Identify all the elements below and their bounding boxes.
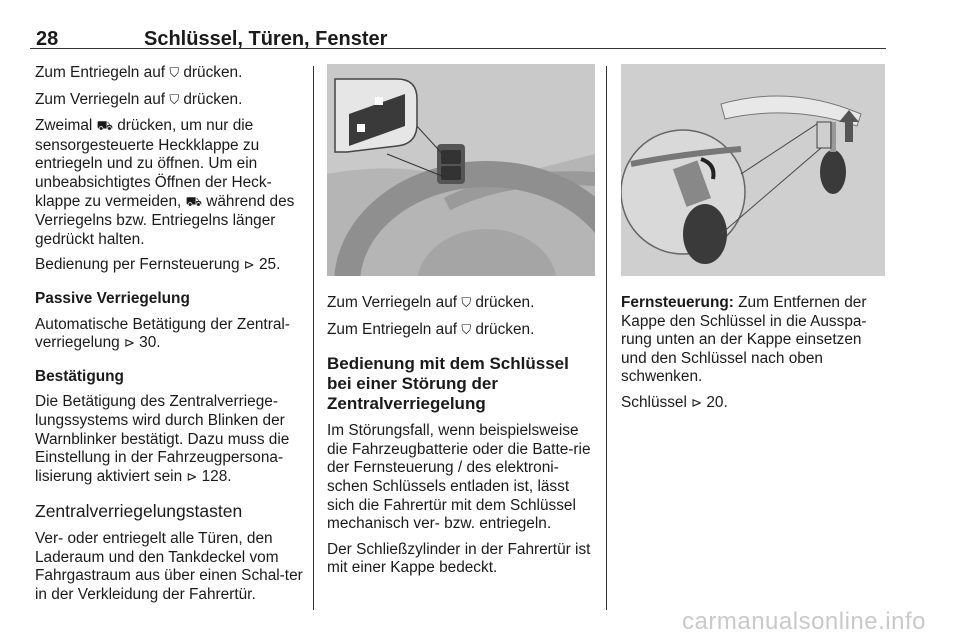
paragraph-confirmation: Die Betätigung des Zentralverriege-lungssystems wird durch Blinken der Warnblinker bestätigt. Dazu muss die Einstellung in der Fahrzeugpersona-lisierung aktiviert sein ⊳ 128.	[35, 393, 290, 485]
tailgate-icon: ⛟	[185, 194, 202, 210]
paragraph-lock: Zum Verriegeln auf ⛉ drücken.	[35, 90, 243, 108]
paragraph-unlock: Zum Entriegeln auf ⛉ drücken.	[327, 320, 535, 338]
reference-arrow-icon[interactable]: ⊳	[186, 469, 198, 485]
section-heading-key-operation: Bedienung mit dem Schlüssel bei einer Störung der Zentralverriegelung	[327, 354, 569, 414]
paragraph-unlock: Zum Entriegeln auf ⛉ drücken.	[35, 64, 243, 81]
subheading-confirmation: Bestätigung	[35, 367, 124, 385]
reference-arrow-icon[interactable]: ⊳	[243, 258, 255, 274]
column-divider	[606, 66, 607, 610]
door-lock-buttons-illustration	[327, 64, 595, 276]
lock-icon: ⛉	[461, 296, 472, 311]
paragraph-failure: Im Störungsfall, wenn beispielsweise die Fahrzeugbatterie oder die Batte-rie der Fernsteuerung / des elektroni-schen Schlüssels entladen ist, lässt sich die Fahrertür mit dem Schlüssel mechanisch ver- bzw. entriegeln.	[327, 422, 591, 533]
column-middle	[327, 64, 595, 585]
reference-arrow-icon[interactable]: ⊳	[123, 336, 135, 352]
page-number: 28	[36, 28, 59, 50]
column-left	[35, 64, 303, 612]
reference-arrow-icon[interactable]: ⊳	[691, 395, 703, 411]
section-heading-central-lock-buttons: Zentralverriegelungstasten	[35, 501, 243, 522]
paragraph-central-lock-buttons: Ver- oder entriegelt alle Türen, den Laderaum und den Tankdeckel vom Fahrgastraum aus über einen Schal-ter in der Verkleidung der Fahrertür.	[35, 530, 303, 604]
page-title: Schlüssel, Türen, Fenster	[144, 28, 388, 50]
paragraph-remote-ref: Bedienung per Fernsteuerung ⊳ 25.	[35, 256, 281, 274]
paragraph-key-ref: Schlüssel ⊳ 20.	[621, 393, 728, 411]
tailgate-icon: ⛟	[96, 119, 113, 135]
unlock-icon: ⛉	[169, 66, 180, 81]
lock-icon: ⛉	[169, 92, 180, 108]
paragraph-tailgate: Zweimal ⛟ drücken, um nur die sensorgesteuerte Heckklappe zu entriegeln und zu öffnen. Um ein unbeabsichtigtes Öffnen der Heck-klappe zu vermeiden, ⛟ während des Verriegelns bzw. Entriegelns länger gedrückt halten.	[35, 117, 295, 248]
paragraph-remote-cap: Fernsteuerung: Zum Entfernen der Kappe den Schlüssel in die Ausspa-rung unten an der Kappe einsetzen und den Schlüssel nach oben schwenken.	[621, 294, 867, 386]
subheading-passive-locking: Passive Verriegelung	[35, 289, 190, 307]
unlock-icon: ⛉	[461, 322, 472, 338]
paragraph-passive-locking: Automatische Betätigung der Zentral-verriegelung ⊳ 30.	[35, 315, 290, 352]
column-right	[621, 64, 887, 421]
paragraph-lock: Zum Verriegeln auf ⛉ drücken.	[327, 294, 535, 311]
page-header	[30, 22, 886, 49]
key-cap-removal-illustration	[621, 64, 885, 276]
column-divider	[313, 66, 314, 610]
paragraph-lock-cylinder: Der Schließzylinder in der Fahrertür ist mit einer Kappe bedeckt.	[327, 540, 591, 577]
watermark: carmanualsonline.info	[682, 608, 926, 635]
